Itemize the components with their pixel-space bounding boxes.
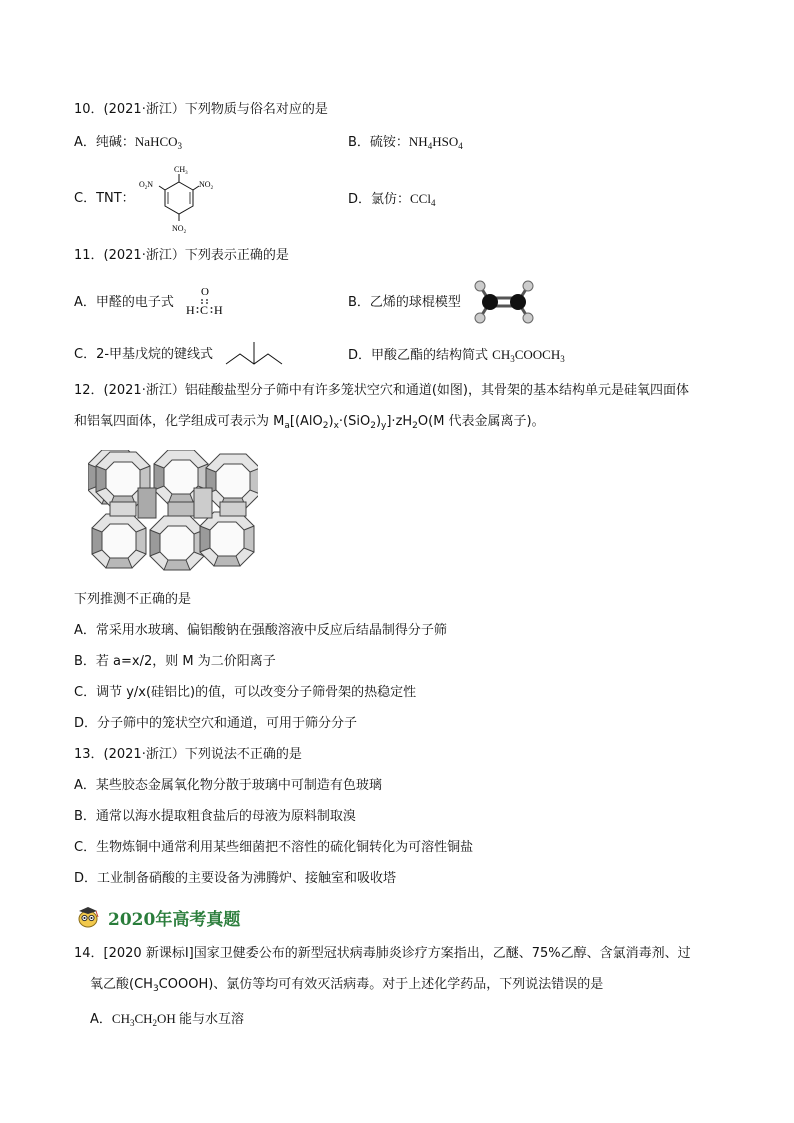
q12-option-d: D．分子筛中的笼状空穴和通道，可用于筛分分子 bbox=[74, 716, 358, 731]
q11-d-label: D．甲酸乙酯的结构简式 bbox=[348, 348, 493, 363]
zeolite-framework-diagram bbox=[88, 450, 258, 574]
q11-d-s2: 3 bbox=[560, 354, 565, 364]
tnt-o2n: $O_2N$ bbox=[139, 180, 154, 191]
q12-s2-f: ]·zH bbox=[386, 414, 413, 429]
q14-a-s2: 2 bbox=[152, 1018, 158, 1028]
q14-a-f1: CH bbox=[111, 1011, 130, 1026]
q12-s2-sub-d: 2 bbox=[370, 421, 376, 431]
q12-s2-sub-c: x bbox=[333, 421, 339, 431]
fa-c: C bbox=[200, 303, 209, 317]
q12-s2-sub-b: 2 bbox=[322, 421, 329, 431]
q14-stem-line-1: 14．[2020 新课标Ⅰ]国家卫健委公布的新型冠状病毒肺炎诊疗方案指出，乙醚、75%乙醇、含氯消毒剂、过 bbox=[74, 946, 691, 961]
ethylene-ball-stick-model bbox=[470, 276, 540, 328]
section-header bbox=[74, 905, 240, 929]
q14-stem-line-2 bbox=[90, 976, 603, 998]
q12-s2-c: ) bbox=[328, 414, 334, 429]
q11-option-d bbox=[348, 346, 565, 368]
section-title: 2020年高考真题 bbox=[108, 909, 241, 930]
fa-h-left: H bbox=[186, 303, 195, 317]
scholar-owl-icon bbox=[74, 906, 102, 928]
q14-a-s1: 3 bbox=[129, 1018, 135, 1028]
q10-b-label: B．硫铵： bbox=[348, 135, 409, 150]
q11-c-label: C．2-甲基戊烷的键线式 bbox=[74, 347, 214, 362]
q11-a-label: A．甲醛的电子式 bbox=[74, 295, 174, 310]
fa-h-right: H bbox=[214, 303, 223, 317]
q11-d-f2: COOCH bbox=[514, 347, 561, 362]
q11-d-s1: 3 bbox=[510, 354, 515, 364]
q10-b-formula-2: HSO bbox=[432, 134, 459, 149]
tnt-no2-bottom: $NO_2$ bbox=[172, 224, 187, 235]
q13-option-c: C．生物炼铜中通常利用某些细菌把不溶性的硫化铜转化为可溶性铜盐 bbox=[74, 840, 474, 855]
q12-question: 下列推测不正确的是 bbox=[74, 592, 192, 607]
q12-s2-g: O(M 代表金属离子)。 bbox=[417, 414, 545, 429]
q12-option-b: B．若 a=x/2，则 M 为二价阳离子 bbox=[74, 654, 276, 669]
tnt-no2-right: $NO_2$ bbox=[199, 180, 214, 191]
q12-option-c: C．调节 y/x(硅铝比)的值，可以改变分子筛骨架的热稳定性 bbox=[74, 685, 417, 700]
q11-stem: 11．(2021·浙江）下列表示正确的是 bbox=[74, 248, 289, 263]
q12-s2-sub-a: a bbox=[284, 421, 290, 431]
q12-s2-b: [(AlO bbox=[289, 414, 323, 429]
q10-b-formula-1: NH bbox=[408, 134, 428, 149]
q11-d-f1: CH bbox=[492, 347, 511, 362]
q14-a-f2: CH bbox=[134, 1011, 153, 1026]
q13-option-d: D．工业制备硝酸的主要设备为沸腾炉、接触室和吸收塔 bbox=[74, 871, 397, 886]
q14-s2-b: COOOH)、氯仿等均可有效灭活病毒。对于上述化学药品，下列说法错误的是 bbox=[158, 977, 604, 992]
tnt-ch3: $CH_3$ bbox=[174, 165, 188, 176]
q13-option-a: A．某些胶态金属氧化物分散于玻璃中可制造有色玻璃 bbox=[74, 778, 382, 793]
q13-stem: 13．(2021·浙江）下列说法不正确的是 bbox=[74, 747, 302, 762]
q12-stem-line-2 bbox=[74, 413, 545, 435]
q10-b-sub-1: 4 bbox=[427, 141, 433, 151]
q14-s2-sub: 3 bbox=[152, 984, 159, 994]
q10-option-a bbox=[74, 133, 182, 155]
q12-s2-a: 和铝氧四面体，化学组成可表示为 M bbox=[74, 414, 285, 429]
q10-option-b bbox=[348, 133, 463, 155]
q10-a-label: A．纯碱： bbox=[74, 135, 135, 150]
q10-d-formula: CCl bbox=[410, 191, 431, 206]
q12-s2-sub-f: 2 bbox=[412, 421, 418, 431]
q14-option-a bbox=[90, 1010, 244, 1032]
q10-c-label: C．TNT： bbox=[74, 191, 135, 206]
q12-s2-e: ) bbox=[375, 414, 382, 429]
q12-option-a: A．常采用水玻璃、偏铝酸钠在强酸溶液中反应后结晶制得分子筛 bbox=[74, 623, 447, 638]
q14-a-f3: OH 能与水互溶 bbox=[157, 1011, 245, 1026]
q10-a-formula: NaHCO bbox=[134, 134, 178, 149]
q12-stem-line-1: 12．(2021·浙江）铝硅酸盐型分子筛中有许多笼状空穴和通道(如图)，其骨架的基本结构单元是硅氧四面体 bbox=[74, 383, 689, 398]
q14-s2-a: 氧乙酸(CH bbox=[90, 977, 153, 992]
formaldehyde-electron-formula bbox=[184, 284, 230, 318]
methylpentane-skeletal-formula bbox=[224, 338, 284, 368]
q10-a-sub: 3 bbox=[177, 141, 183, 151]
q11-b-label: B．乙烯的球棍模型 bbox=[348, 295, 461, 310]
q12-s2-sub-e: y bbox=[381, 421, 387, 431]
q14-a-label: A． bbox=[90, 1012, 112, 1027]
q13-option-b: B．通常以海水提取粗食盐后的母液为原料制取溴 bbox=[74, 809, 356, 824]
q10-b-sub-2: 4 bbox=[458, 141, 463, 151]
q10-d-sub: 4 bbox=[430, 198, 436, 208]
tnt-structure bbox=[134, 160, 234, 236]
q10-d-label: D．氯仿： bbox=[348, 192, 411, 207]
q10-stem: 10．(2021·浙江）下列物质与俗名对应的是 bbox=[74, 102, 328, 117]
q12-s2-d: ·(SiO bbox=[338, 414, 371, 429]
fa-o: O bbox=[201, 286, 209, 298]
q10-option-d bbox=[348, 190, 435, 212]
